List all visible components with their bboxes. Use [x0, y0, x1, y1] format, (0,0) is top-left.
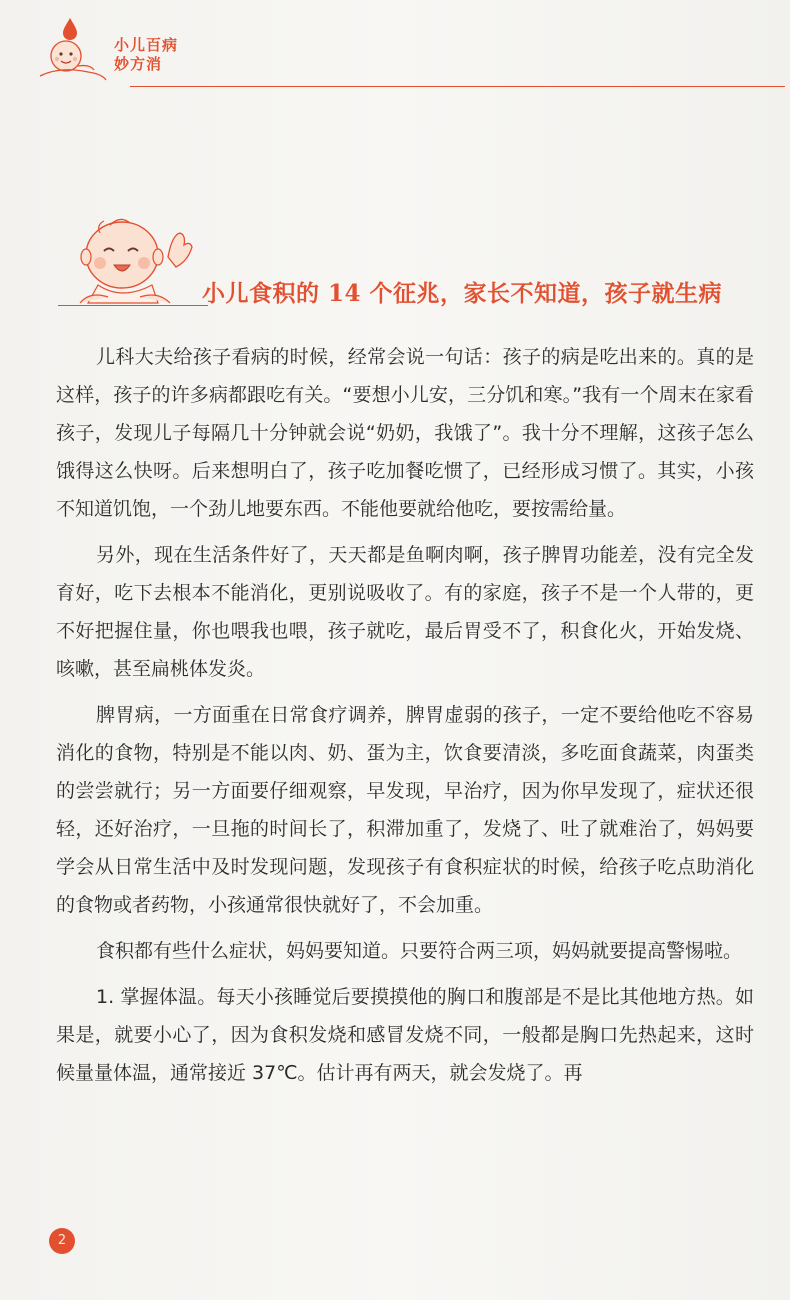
waving-baby-icon: [60, 205, 200, 315]
header-divider: [130, 86, 785, 87]
running-header: [30, 14, 770, 94]
paragraph: 食积都有些什么症状，妈妈要知道。只要符合两三项，妈妈就要提高警惕啦。: [96, 940, 743, 962]
paragraph: 另外，现在生活条件好了，天天都是鱼啊肉啊，孩子脾胃功能差，没有完全发育好，吃下去根本不能消化，更别说吸收了。有的家庭，孩子不是一个人带的，更不好把握住量，你也喂我也喂，孩子就吃，最后胃受不了，积食化火，开始发烧、咳嗽，甚至扁桃体发炎。: [56, 544, 754, 680]
section-underline: [58, 305, 208, 306]
header-series-title: [114, 36, 178, 74]
header-title-line2: 妙方消: [114, 55, 163, 73]
section-title: 小儿食积的 14 个征兆，家长不知道，孩子就生病: [202, 280, 723, 307]
paragraph: 1. 掌握体温。每天小孩睡觉后要摸摸他的胸口和腹部是不是比其他地方热。如果是，就要小心了，因为食积发烧和感冒发烧不同，一般都是胸口先热起来，这时候量量体温，通常接近 37℃。估计再有两天，就会发烧了。再: [56, 986, 754, 1084]
page-number: 2: [49, 1228, 75, 1254]
body-text: [56, 338, 754, 1100]
paragraph: 脾胃病，一方面重在日常食疗调养，脾胃虚弱的孩子，一定不要给他吃不容易消化的食物，特别是不能以肉、奶、蛋为主，饮食要清淡，多吃面食蔬菜，肉蛋类的尝尝就行；另一方面要仔细观察，早发现，早治疗，因为你早发现了，症状还很轻，还好治疗，一旦拖的时间长了，积滞加重了，发烧了、吐了就难治了，妈妈要学会从日常生活中及时发现问题，发现孩子有食积症状的时候，给孩子吃点助消化的食物或者药物，小孩通常很快就好了，不会加重。: [56, 704, 754, 916]
paragraph: 儿科大夫给孩子看病的时候，经常会说一句话：孩子的病是吃出来的。真的是这样，孩子的许多病都跟吃有关。“要想小儿安，三分饥和寒。”我有一个周末在家看孩子，发现儿子每隔几十分钟就会说“奶奶，我饿了”。我十分不理解，这孩子怎么饿得这么快呀。后来想明白了，孩子吃加餐吃惯了，已经形成习惯了。其实，小孩不知道饥饱，一个劲儿地要东西。不能他要就给他吃，要按需给量。: [56, 346, 754, 520]
header-title-line1: 小儿百病: [114, 36, 179, 54]
section-heading: [40, 205, 760, 315]
